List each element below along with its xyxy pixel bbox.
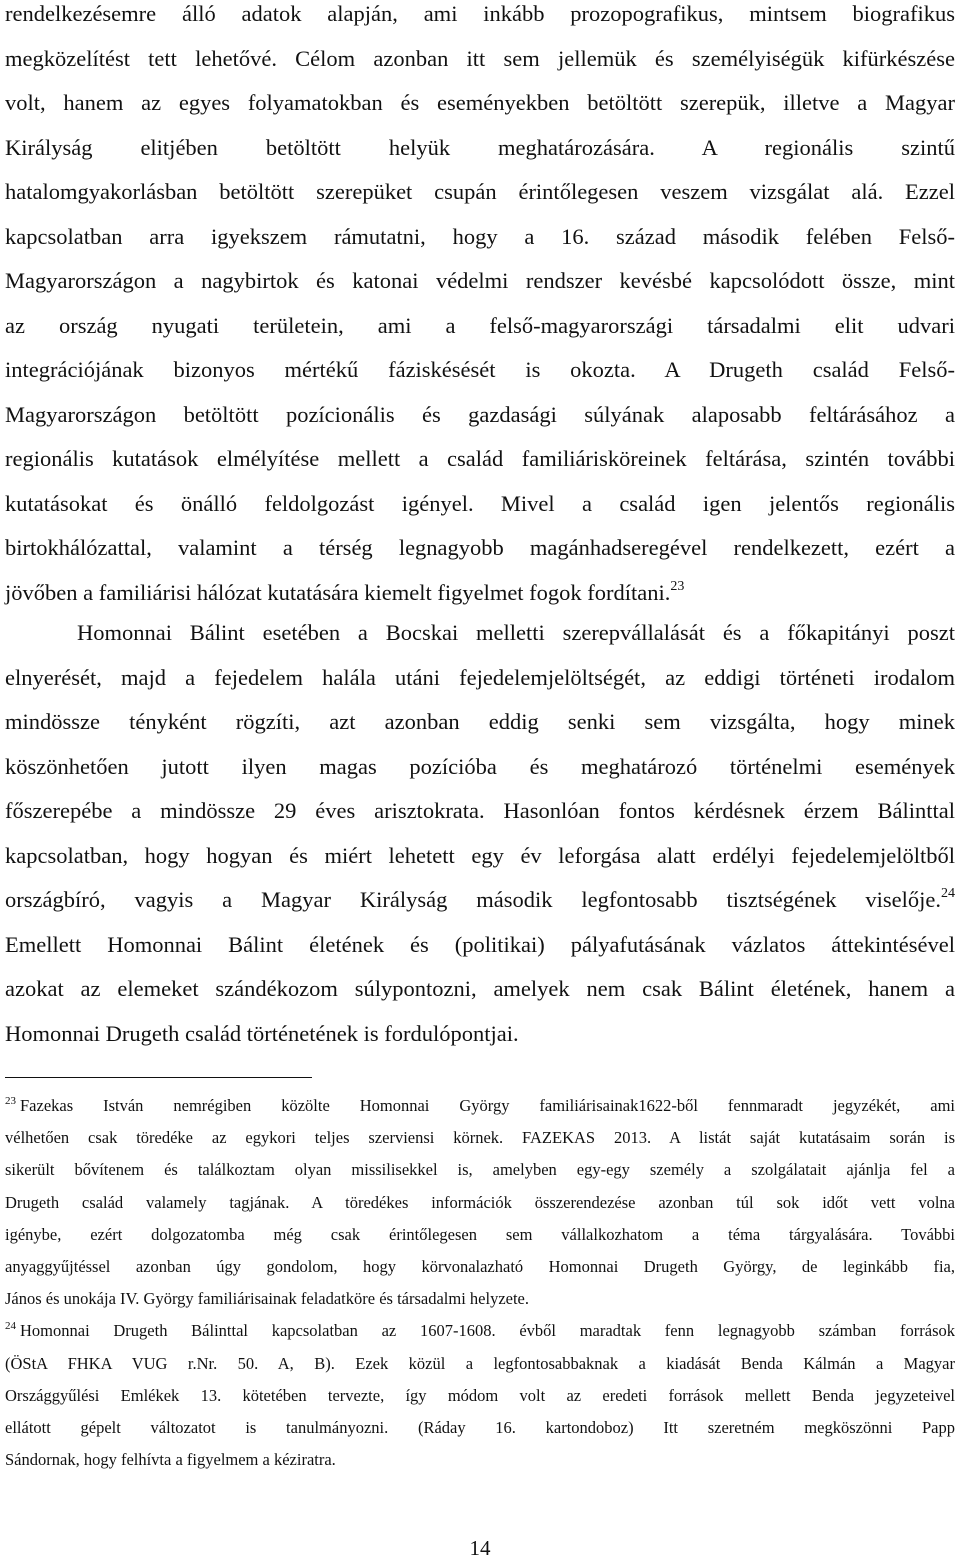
footnote-separator xyxy=(5,1077,312,1078)
footnote-line: (ÖStA FHKA VUG r.Nr. 50. A, B). Ezek közül a legfontosabbaknak a kiadását Benda Kálmán a Magyar xyxy=(5,1353,955,1373)
line-text: jövőben a familiárisi hálózat kutatására kiemelt figyelmet fogok fordítani. xyxy=(5,579,671,605)
footnote-line: Drugeth család valamely tagjának. A töredékes információk összerendezése azonban túl sok időt vett volna xyxy=(5,1192,955,1212)
footnote-line: János és unokája IV. György familiárisainak feladatköre és társadalmi helyzete. xyxy=(5,1289,530,1309)
text-line: regionális kutatások elmélyítése mellett a család familiárisköreinek feltárása, szintén további xyxy=(5,446,955,471)
paragraph-2 xyxy=(5,611,955,1056)
paragraph-1 xyxy=(5,0,955,615)
text-line: Emellett Homonnai Bálint életének és (politikai) pályafutásának vázlatos áttekintésével xyxy=(5,931,955,957)
text-line: mindössze tényként rögzíti, azt azonban eddig senki sem vizsgálta, hogy minek xyxy=(5,709,955,734)
text-line: birtokhálózattal, valamint a térség legnagyobb magánhadseregével rendelkezett, ezért a xyxy=(5,535,955,560)
text-line: integrációjának bizonyos mértékű fáziskésését is okozta. A Drugeth család Felső- xyxy=(5,357,955,382)
text-line: azokat az elemeket szándékozom súlypontozni, amelyek nem csak Bálint életének, hanem a xyxy=(5,976,955,1001)
footnote-24 xyxy=(5,1315,955,1476)
footnote-23 xyxy=(5,1090,955,1315)
footnote-line: igénybe, ezért dolgozatomba még csak érintőlegesen sem vállalkozhatom a téma tárgyalására. További xyxy=(5,1224,955,1244)
text-line: volt, hanem az egyes folyamatokban és eseményekben betöltött szerepük, illetve a Magyar xyxy=(5,90,955,115)
footnote-line: Sándornak, hogy felhívta a figyelmem a kéziratra. xyxy=(5,1450,336,1470)
text-line: elnyerését, majd a fejedelem halála utáni fejedelemjelöltségét, az eddigi történeti irodalom xyxy=(5,664,955,690)
footnotes xyxy=(5,1090,955,1476)
footnote-line xyxy=(5,1090,955,1122)
footnote-text: Homonnai Drugeth Bálinttal kapcsolatban az 1607-1608. évből maradtak fenn legnagyobb számban források xyxy=(20,1321,955,1341)
text-line: főszerepébe a mindössze 29 éves arisztokrata. Hasonlóan fontos kérdésnek érzem Bálinttal xyxy=(5,798,955,823)
footnote-text: Fazekas István nemrégiben közölte Homonnai György familiárisainak1622-ből fennmaradt jegyzékét, ami xyxy=(20,1096,955,1115)
text-line: köszönhetően jutott ilyen magas pozícióba és meghatározó történelmi események xyxy=(5,753,955,779)
text-line: rendelkezésemre álló adatok alapján, ami inkább prozopografikus, mintsem biografikus xyxy=(5,1,955,26)
footnote-reference-24: 24 xyxy=(941,886,955,901)
page-number: 14 xyxy=(469,1536,491,1560)
text-line: kutatásokat és önálló feldolgozást igényel. Mivel a család igen jelentős regionális xyxy=(5,490,955,516)
footnote-line xyxy=(5,1315,955,1347)
text-line: kapcsolatban arra igyekszem rámutatni, hogy a 16. század második felében Felső- xyxy=(5,223,955,249)
footnote-number: 24 xyxy=(5,1320,16,1333)
text-line: hatalomgyakorlásban betöltött szerepüket csupán érintőlegesen veszem vizsgálat alá. Ezzel xyxy=(5,179,955,204)
text-line: Magyarországon a nagybirtok és katonai védelmi rendszer kevésbé kapcsolódott össze, mint xyxy=(5,268,955,293)
text-line: Homonnai Bálint esetében a Bocskai melletti szerepvállalását és a főkapitányi poszt xyxy=(77,620,955,645)
footnote-line: sikerült bővítenem és találkoztam olyan missilisekkel is, amelyben egy-egy személy a szolgálatait ajánlja fel a xyxy=(5,1160,955,1180)
text-line: kapcsolatban, hogy hogyan és miért lehetett egy év leforgása alatt erdélyi fejedelemjelöltből xyxy=(5,842,955,868)
text-line: Királyság elitjében betöltött helyük meghatározására. A regionális szintű xyxy=(5,134,955,160)
footnote-line: vélhetően csak töredéke az egykori teljes szerviensi körnek. FAZEKAS 2013. A listát saját kutatásaim során is xyxy=(5,1128,955,1148)
text-line xyxy=(5,878,955,923)
footnote-reference-23: 23 xyxy=(670,578,685,594)
text-line xyxy=(5,571,955,616)
text-line: Magyarországon betöltött pozícionális és gazdasági súlyának alaposabb feltárásához a xyxy=(5,401,955,427)
text-line: Homonnai Drugeth család történetének is fordulópontjai. xyxy=(5,1020,519,1046)
line-text: országbíró, vagyis a Magyar Királyság második legfontosabb tisztségének viselője. xyxy=(5,887,941,912)
footnote-line: ellátott gépelt változatot is tanulmányozni. (Ráday 16. kartondoboz) Itt szeretném megköszönni Papp xyxy=(5,1417,955,1437)
text-line: az ország nyugati területein, ami a felső-magyarországi társadalmi elit udvari xyxy=(5,312,955,338)
footnote-line: Országgyűlési Emlékek 13. kötetében tervezte, így módom volt az eredeti források mellett Benda jegyzeteivel xyxy=(5,1385,955,1405)
text-line: megközelítést tett lehetővé. Célom azonban itt sem jellemük és személyiségük kifürkészése xyxy=(5,45,955,71)
footnote-line: anyaggyűjtéssel azonban úgy gondolom, hogy körvonalazható Homonnai Drugeth György, de leginkább fia, xyxy=(5,1256,955,1276)
footnote-number: 23 xyxy=(5,1095,16,1107)
